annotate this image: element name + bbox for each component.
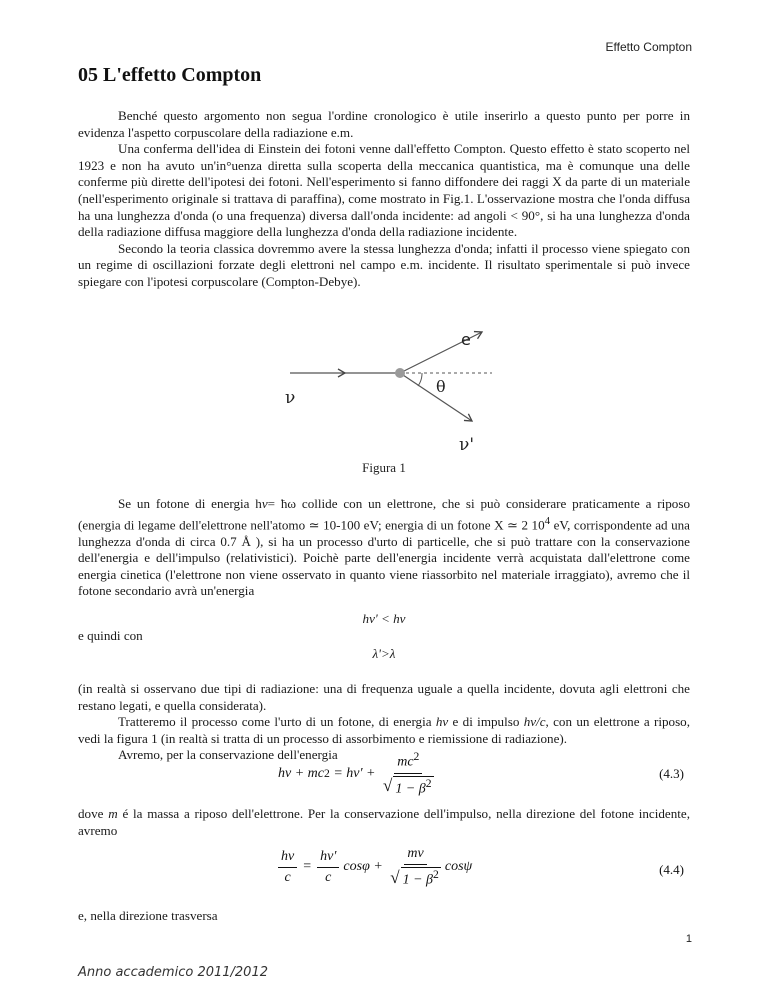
transition-text [78,628,690,645]
angle-arc [418,373,422,386]
intro-text [78,108,690,291]
transverse-text [78,908,690,925]
incident-nu-label: ν [285,388,296,408]
inequality-wavelength: λ'>λ [372,646,396,661]
inequality-energy: hν' < hν [362,611,406,626]
section-title: 05 L'effetto Compton [78,64,262,86]
equation-4-3: hν + mc 2 = hν′ + $mc^2$ √ $1 - \beta^2$ (4.3) [278,750,684,797]
running-header: Effetto Compton [605,40,692,54]
scattered-nu-label: ν' [459,435,475,455]
paragraph-6: (in realtà si osservano due tipi di radiazione: una di frequenza uguale a quella incidente, dovuta agli elettroni che restano legati, e quella considerata). [78,681,690,713]
equation-number-4-4: (4.4) [659,862,684,877]
target-electron-dot [395,368,405,378]
eq43-fraction: $mc^2$ √ $1 - \beta^2$ [383,750,432,797]
photon-energy-text [78,496,690,600]
electron-label: e [461,330,471,349]
figure-caption: Figura 1 [362,460,406,475]
sqrt-icon: √ [390,867,400,887]
paragraph-9: dove m é la massa a riposo dell'elettrone. Per la conservazione dell'impulso, nella direzione del fotone incidente, avremo [78,806,690,838]
paragraph-7: Tratteremo il processo come l'urto di un fotone, di energia hν e di impulso hν/c, con un elettrone a riposo, vedi la figura 1 (in realtà si tratta di un processo di assorbimento e riemissione di radiazione). [78,714,690,746]
equation-4-4: $\frac{h\nu}{c}$ = $\frac{h\nu'}{c}$ cosφ + mv √ $1 - \beta^2$ cosψ (4.4) [78,846,690,898]
equation-number-4-3: (4.3) [659,766,684,781]
page-number: 1 [685,933,692,945]
theta-label: θ [436,377,446,396]
footer-academic-year: Anno accademico 2011/2012 [78,965,268,980]
compton-diagram [250,328,510,456]
paragraph-1: Benché questo argomento non segua l'ordine cronologico è utile inserirlo a questo punto per porre in evidenza l'aspetto corpuscolare della radiazione e.m. [78,108,690,140]
paragraph-8: Avremo, per la conservazione dell'energia [118,747,338,763]
sqrt-icon: √ [383,776,393,796]
paragraph-4: Se un fotone di energia hν= ħω collide con un elettrone, che si può considerare praticamente a riposo (energia di legame dell'elettrone nell'atomo ≃ 10-100 eV; energia di un fotone X ≃ 2 $10^4$ eV, corrispondente ad una lunghezza d'onda di circa 0.7 Å ), si ha un processo d'urto di particelle, che si può trattare con la conservazione dell'energia e dell'impulso (relativistici). Poichè parte dell'energia incidente verrà acquistata dall'elettrone come energia cinetica (l'elettrone non viene osservato in quanto viene riassorbito nel materiale irraggiato), avremo che il fotone secondario avrà un'energia [78,496,690,599]
paragraph-10: e, nella direzione trasversa [78,908,218,923]
paragraph-2: Una conferma dell'idea di Einstein dei fotoni venne dall'effetto Compton. Questo effetto è stato scoperto nel 1923 e non ha avuto un'in°uenza diretta sulla scoperta della meccanica quantistica, ma è comunque una delle conferme più dirette dell'ipotesi dei fotoni. Nell'esperimento si fanno diffondere dei raggi X da parte di un materiale (nell'esperimento originale si trattava di paraffina), come mostrato in Fig.1. L'osservazione mostra che l'onda diffusa ha una lunghezza d'onda (o una frequenza) diversa dall'onda incidente: ad angoli < 90°, si ha una lunghezza d'onda della radiazione diffusa maggiore della lunghezza d'onda della radiazione incidente. [78,141,690,240]
paragraph-3: Secondo la teoria classica dovremmo avere la stessa lunghezza d'onda; infatti il processo viene spiegato con un regime di oscillazioni forzate degli elettroni nel campo e.m. incidente. Il risultato sperimentale si può invece spiegare con l'ipotesi corpuscolare (Compton-Debye). [78,240,690,289]
momentum-text [78,806,690,839]
paragraph-5: e quindi con [78,628,143,643]
